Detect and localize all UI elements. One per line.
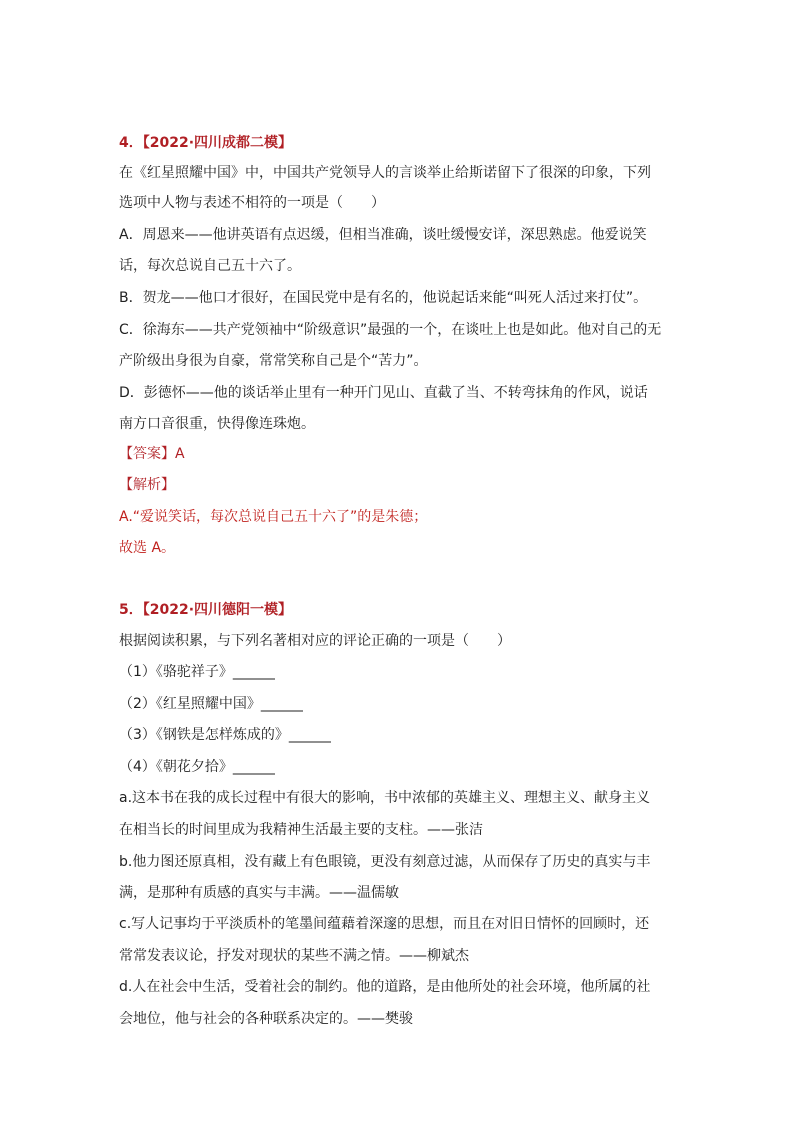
option-a-line-1: A．周恩来——他讲英语有点迟缓，但相当准确，谈吐缓慢安详，深思熟虑。他爱说笑 xyxy=(119,227,647,243)
comment-a-line-2: 在相当长的时间里成为我精神生活最主要的支柱。——张洁 xyxy=(119,822,483,838)
comment-b-line-2: 满，是那种有质感的真实与丰满。——温儒敏 xyxy=(119,885,399,901)
question-4-stem-line-2: 选项中人物与表述不相符的一项是（ ） xyxy=(119,195,385,211)
book-item-1: （1）《骆驼祥子》______ xyxy=(119,664,275,680)
option-d-line-1: D．彭德怀——他的谈话举止里有一种开门见山、直截了当、不转弯抹角的作风，说话 xyxy=(119,385,648,401)
question-4-header: 4．【2022·四川成都二模】 xyxy=(119,135,293,151)
question-4-stem-line-1: 在《红星照耀中国》中，中国共产党领导人的言谈举止给斯诺留下了很深的印象，下列 xyxy=(119,165,651,181)
option-c-line-2: 产阶级出身很为自豪，常常笑称自己是个“苦力”。 xyxy=(119,353,428,369)
analysis-label: 【解析】 xyxy=(119,477,175,493)
comment-d-line-1: d.人在社会中生活，受着社会的制约。他的道路，是由他所处的社会环境，他所属的社 xyxy=(119,979,651,995)
option-d-line-2: 南方口音很重，快得像连珠炮。 xyxy=(119,416,315,432)
analysis-line-1: A.“爱说笑话，每次总说自己五十六了”的是朱德； xyxy=(119,509,428,525)
question-5-stem: 根据阅读积累，与下列名著相对应的评论正确的一项是（ ） xyxy=(119,633,511,649)
answer-label: 【答案】A xyxy=(119,446,185,462)
comment-b-line-1: b.他力图还原真相，没有藏上有色眼镜，更没有刻意过滤，从而保存了历史的真实与丰 xyxy=(119,854,651,870)
option-a-line-2: 话，每次总说自己五十六了。 xyxy=(119,258,301,274)
question-5-header: 5．【2022·四川德阳一模】 xyxy=(119,602,293,618)
option-c-line-1: C．徐海东——共产党领袖中“阶级意识”最强的一个，在谈吐上也是如此。他对自己的无 xyxy=(119,322,662,338)
comment-a-line-1: a.这本书在我的成长过程中有很大的影响，书中浓郁的英雄主义、理想主义、献身主义 xyxy=(119,790,651,806)
book-item-2: （2）《红星照耀中国》______ xyxy=(119,696,303,712)
comment-d-line-2: 会地位，他与社会的各种联系决定的。——樊骏 xyxy=(119,1011,413,1027)
option-b: B．贺龙——他口才很好，在国民党中是有名的，他说起话来能“叫死人活过来打仗”。 xyxy=(119,290,648,306)
comment-c-line-1: c.写人记事均于平淡质朴的笔墨间蕴藉着深邃的思想，而且在对旧日情怀的回顾时，还 xyxy=(119,916,650,932)
book-item-4: （4）《朝花夕拾》______ xyxy=(119,759,275,775)
analysis-line-2: 故选 A。 xyxy=(119,540,176,556)
comment-c-line-2: 常常发表议论，抒发对现状的某些不满之情。——柳斌杰 xyxy=(119,948,469,964)
book-item-3: （3）《钢铁是怎样炼成的》______ xyxy=(119,727,331,743)
